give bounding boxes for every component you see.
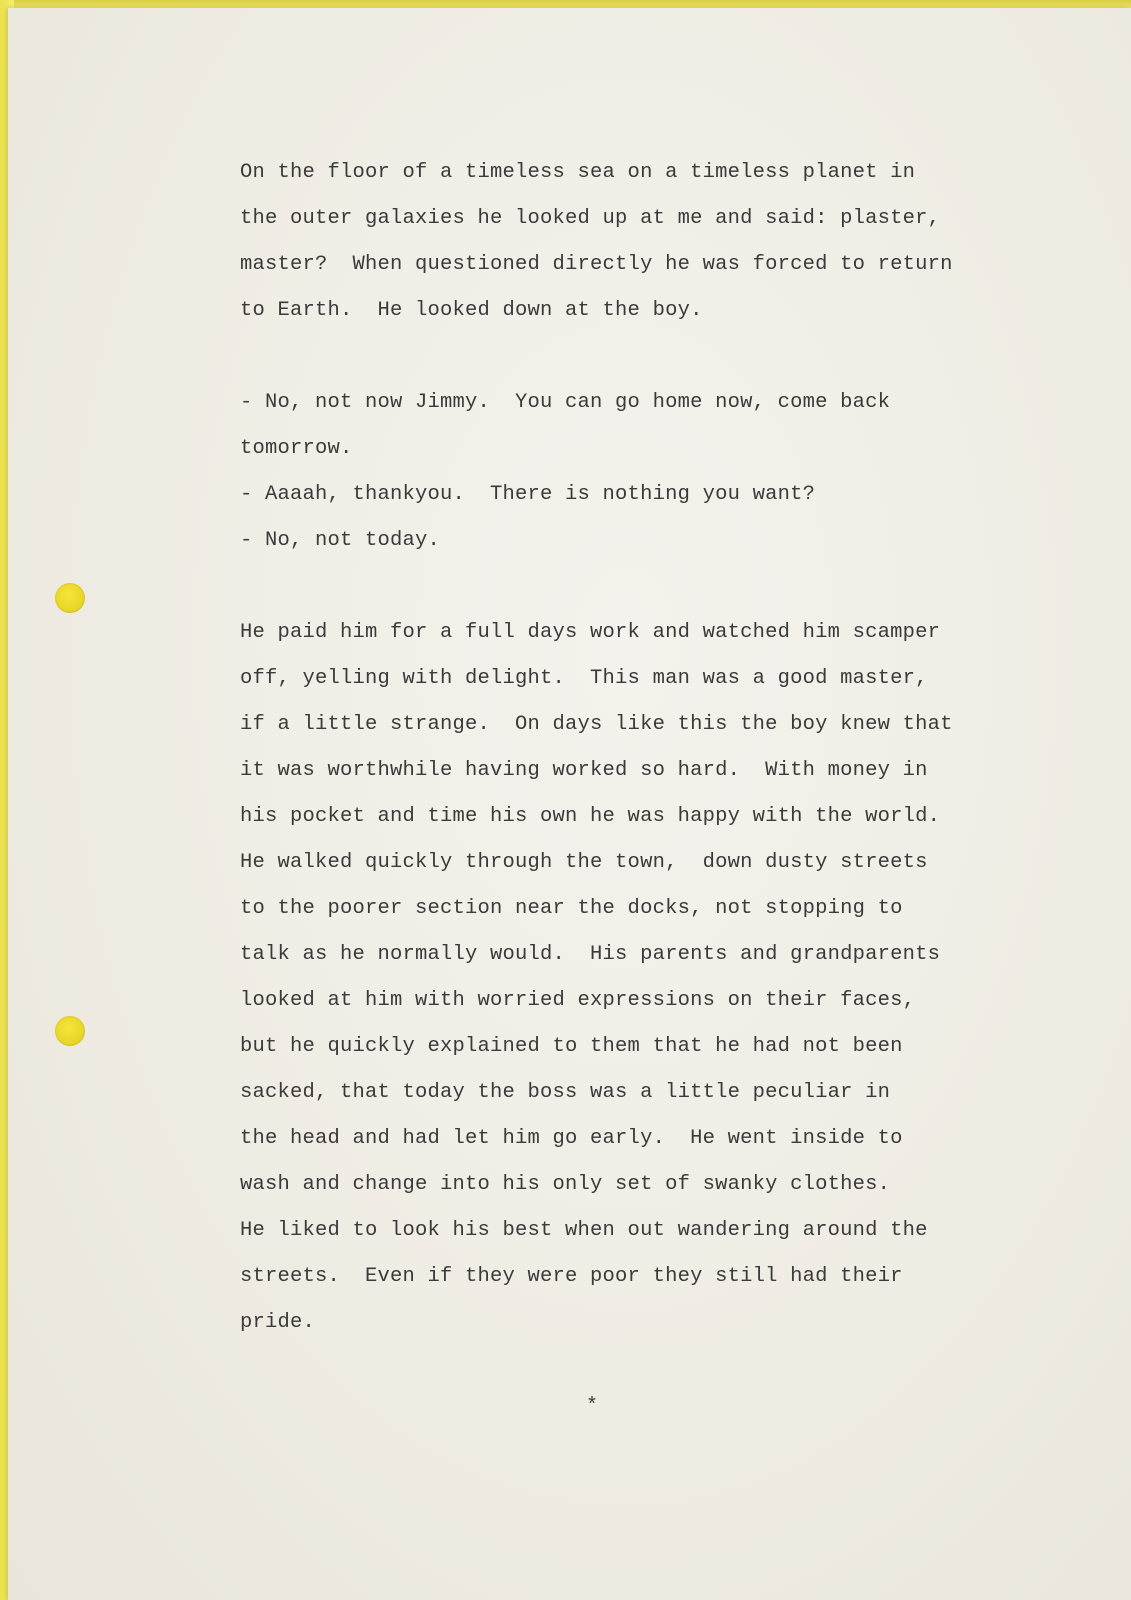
section-break-asterisk: * bbox=[586, 1395, 599, 1418]
text-line: sacked, that today the boss was a little peculiar in bbox=[240, 1081, 891, 1104]
punch-hole-top bbox=[55, 583, 85, 613]
text-line: if a little strange. On days like this the boy knew that bbox=[240, 713, 953, 736]
text-line: streets. Even if they were poor they still had their bbox=[240, 1265, 903, 1288]
paragraph-dialogue bbox=[240, 380, 1040, 564]
text-line: but he quickly explained to them that he had not been bbox=[240, 1035, 903, 1058]
text-line: it was worthwhile having worked so hard. With money in bbox=[240, 759, 928, 782]
paragraph-narrative bbox=[240, 610, 1040, 1346]
text-line: the outer galaxies he looked up at me and said: plaster, bbox=[240, 207, 941, 230]
text-line: tomorrow. bbox=[240, 437, 353, 460]
text-line: his pocket and time his own he was happy with the world. bbox=[240, 805, 941, 828]
punch-hole-bottom bbox=[55, 1016, 85, 1046]
text-line: to Earth. He looked down at the boy. bbox=[240, 299, 703, 322]
text-line: master? When questioned directly he was forced to return bbox=[240, 253, 953, 276]
text-line: pride. bbox=[240, 1311, 316, 1334]
text-line: wash and change into his only set of swanky clothes. bbox=[240, 1173, 891, 1196]
text-line: He liked to look his best when out wandering around the bbox=[240, 1219, 928, 1242]
text-line: talk as he normally would. His parents and grandparents bbox=[240, 943, 941, 966]
text-line: He paid him for a full days work and watched him scamper bbox=[240, 621, 941, 644]
text-line: off, yelling with delight. This man was a good master, bbox=[240, 667, 928, 690]
text-line: - No, not now Jimmy. You can go home now, come back bbox=[240, 391, 891, 414]
text-line: looked at him with worried expressions on their faces, bbox=[240, 989, 916, 1012]
text-line: On the floor of a timeless sea on a timeless planet in bbox=[240, 161, 916, 184]
text-line: to the poorer section near the docks, not stopping to bbox=[240, 897, 903, 920]
text-line: He walked quickly through the town, down dusty streets bbox=[240, 851, 928, 874]
text-line: - Aaaah, thankyou. There is nothing you want? bbox=[240, 483, 816, 506]
text-line: the head and had let him go early. He went inside to bbox=[240, 1127, 903, 1150]
paragraph-opening bbox=[240, 150, 1040, 334]
text-line: - No, not today. bbox=[240, 529, 441, 552]
